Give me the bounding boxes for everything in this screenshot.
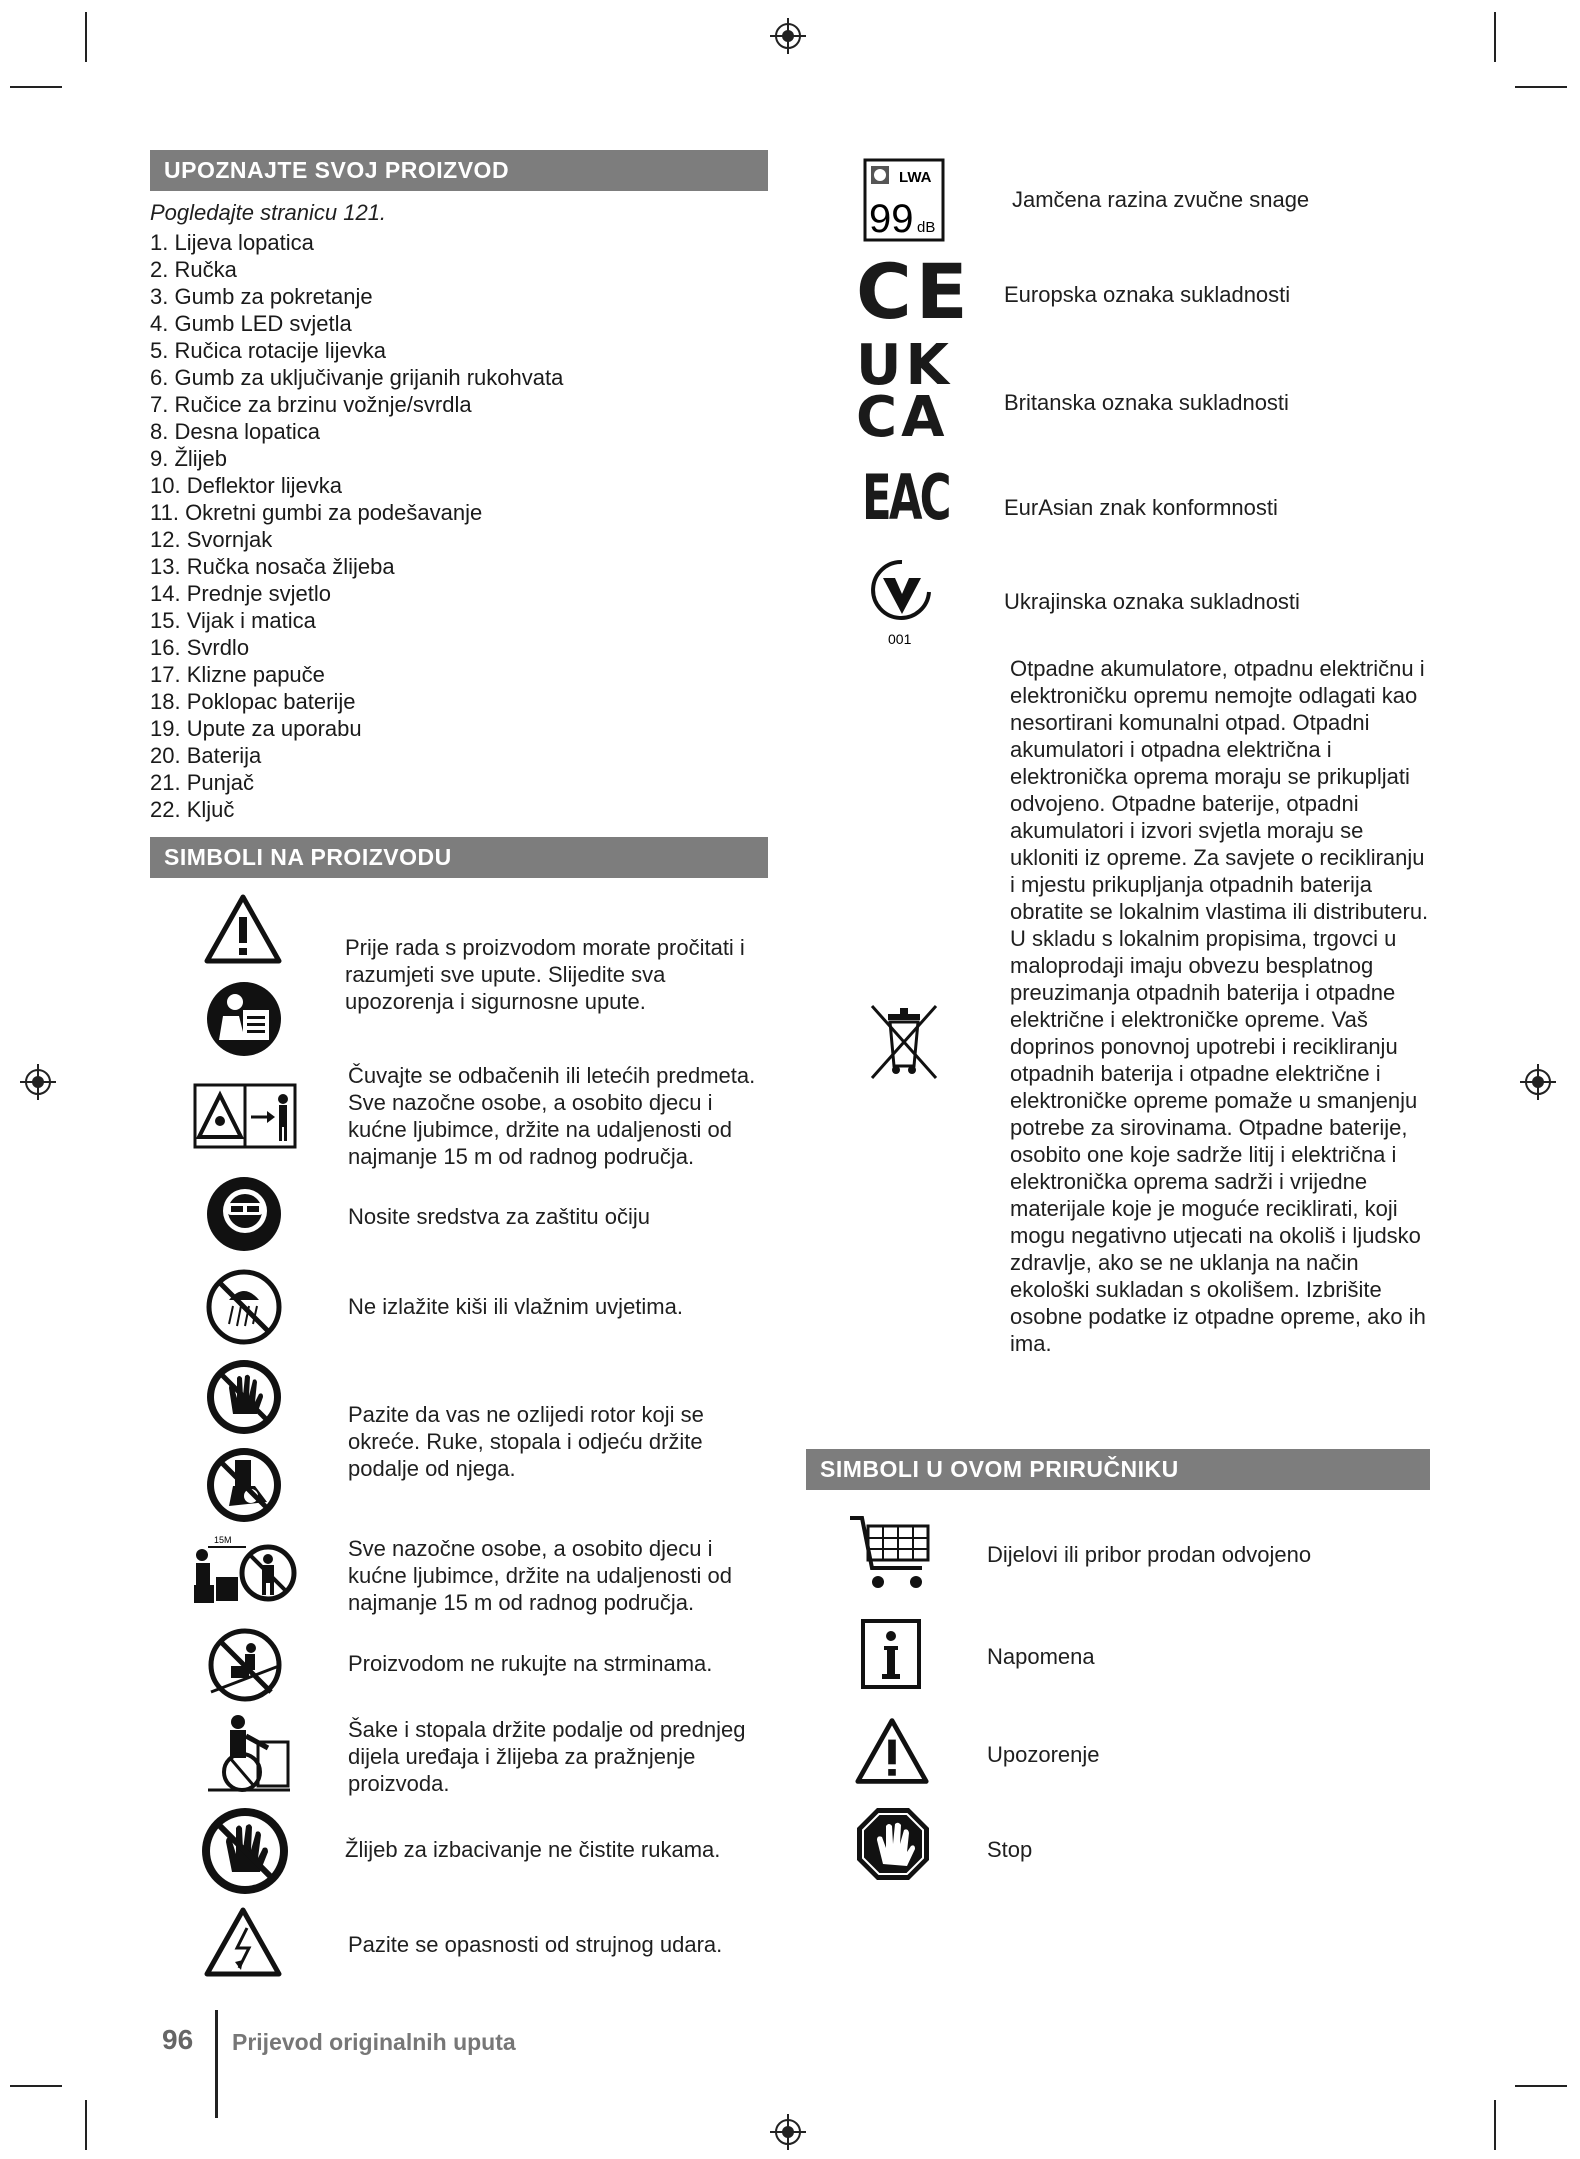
read-manual-icon (205, 980, 283, 1058)
eye-protection-icon (205, 1175, 283, 1253)
list-item: 9. Žlijeb (150, 446, 228, 471)
eac-text: EurAsian znak konformnosti (1004, 495, 1278, 520)
list-item: 21. Punjač (150, 770, 254, 795)
rotor-hand-icon (205, 1358, 283, 1436)
eye-protection-text: Nosite sredstva za zaštitu očiju (348, 1204, 651, 1229)
crop-mark (85, 12, 87, 62)
ce-mark-icon: CE (856, 247, 972, 336)
bystanders-text: Sve nazočne osobe, a osobito djecu i kućne ljubimce, držite na udaljenosti od najmanje 15 m od radnog područja. (348, 1536, 733, 1615)
cart-text: Dijelovi ili pribor prodan odvojeno (987, 1542, 1312, 1567)
lwa-unit: dB (917, 219, 936, 236)
symbols-product-header: SIMBOLI NA PROIZVODU (150, 837, 768, 878)
list-item: 10. Deflektor lijevka (150, 473, 342, 498)
distance-label: 15M (214, 1535, 232, 1545)
slopes-text: Proizvodom ne rukujte na strminama. (348, 1651, 713, 1676)
ua-code: 001 (888, 631, 912, 647)
stop-text: Stop (987, 1837, 1033, 1862)
list-item: 11. Okretni gumbi za podešavanje (150, 500, 483, 525)
rotor-foot-icon (205, 1446, 283, 1524)
ukca-mark-uk: UK (856, 333, 953, 398)
weee-text: Otpadne akumulatore, otpadnu električnu i elektroničku opremu nemojte odlagati kao nesortirani komunalni otpad. Otpadni akumulatori i otpadna električna i elektronička oprema moraju se prikupljati odvojeno. Otpadne baterije, otpadni akumulatori i izvori svjetla moraju se ukloniti iz opreme. Za savjete o recikliranju i mjestu prikupljanja otpadnih baterija obratite se lokalnim vlastima ili distributeru. U skladu s lokalnim propisima, trgovci u maloprodaji imaju obvezu besplatnog preuzimanja otpadnih baterija i otpadne električne i elektroničke opreme. Vaš doprinos ponovnoj upotrebi i recikliranju otpadnih baterija i otpadne električne i elektroničke opreme pomaže u smanjenju potrebe za sirovinama. Otpadne baterije, osobito one koje sadrže litij i električna i elektronička oprema sadrži i vrijedne materijale koje je moguće reciklirati, koji mogu negativno utjecati na okoliš i ljudsko zdravlje, ako se ne uklanja na način ekološki sukladan s okolišem. Izbrišite osobne podatke iz otpadne opreme, ako ih ima. (1010, 656, 1429, 1356)
footer-title: Prijevod originalnih uputa (232, 2029, 516, 2055)
list-item: 2. Ručka (150, 257, 237, 282)
list-item: 1. Lijeva lopatica (150, 230, 314, 255)
registration-mark-icon (18, 1062, 58, 1102)
warning-triangle-icon (203, 893, 283, 965)
crop-mark (10, 2085, 62, 2087)
crop-mark (85, 2100, 87, 2150)
no-rain-icon (205, 1268, 283, 1346)
thrown-objects-text: Čuvajte se odbačenih ili letećih predmeta. Sve nazočne osobe, a osobito djecu i kućne ljubimce, držite na udaljenosti od najmanje 15 m od radnog područja. (348, 1063, 756, 1169)
crop-mark (1515, 86, 1567, 88)
no-rain-text: Ne izlažite kiši ili vlažnim uvjetima. (348, 1294, 683, 1319)
page-number: 96 (162, 2024, 194, 2055)
electric-text: Pazite se opasnosti od strujnog udara. (348, 1932, 723, 1957)
shopping-cart-icon (848, 1512, 934, 1592)
list-item: 4. Gumb LED svjetla (150, 311, 352, 336)
list-item: 8. Desna lopatica (150, 419, 320, 444)
chute-hands-text: Žlijeb za izbacivanje ne čistite rukama. (345, 1837, 721, 1862)
list-item: 7. Ručice za brzinu vožnje/svrdla (150, 392, 472, 417)
crossed-bin-icon (866, 1000, 942, 1082)
footer-divider (215, 2010, 218, 2118)
list-item: 13. Ručka nosača žlijeba (150, 554, 395, 579)
list-item: 19. Upute za uporabu (150, 716, 362, 741)
no-slopes-icon (205, 1626, 285, 1704)
list-item: 3. Gumb za pokretanje (150, 284, 373, 309)
list-item: 15. Vijak i matica (150, 608, 316, 633)
warning-text: Upozorenje (987, 1742, 1100, 1767)
crop-mark (10, 86, 62, 88)
ua-text: Ukrajinska oznaka sukladnosti (1004, 589, 1300, 614)
lwa-value: 99 (869, 197, 914, 241)
stop-hand-icon (855, 1806, 931, 1882)
registration-mark-icon (768, 2112, 808, 2152)
list-item: 14. Prednje svjetlo (150, 581, 331, 606)
parts-list (150, 229, 563, 823)
info-icon (860, 1618, 922, 1690)
list-item: 6. Gumb za uključivanje grijanih rukohvata (150, 365, 564, 390)
thrown-objects-icon (193, 1083, 297, 1149)
list-item: 16. Svrdlo (150, 635, 250, 660)
bystanders-icon (190, 1533, 300, 1613)
crop-mark (1515, 2085, 1567, 2087)
crop-mark (1494, 12, 1496, 62)
list-item: 12. Svornjak (150, 527, 273, 552)
list-item: 18. Poklopac baterije (150, 689, 356, 714)
registration-mark-icon (1518, 1062, 1558, 1102)
registration-mark-icon (768, 16, 808, 56)
hands-feet-hazard-icon (198, 1712, 294, 1796)
ce-text: Europska oznaka sukladnosti (1004, 282, 1291, 307)
warning-icon (854, 1716, 930, 1786)
see-page-note: Pogledajte stranicu 121. (150, 200, 387, 225)
lwa-label: LWA (899, 169, 932, 186)
know-product-header: UPOZNAJTE SVOJ PROIZVOD (150, 150, 768, 191)
crop-mark (1494, 2100, 1496, 2150)
electric-hazard-icon (203, 1906, 283, 1978)
sound-power-icon (863, 158, 945, 242)
list-item: 22. Ključ (150, 797, 235, 822)
eac-mark-icon: EAC (862, 461, 949, 534)
ukca-mark-ca: CA (856, 385, 949, 450)
list-item: 20. Baterija (150, 743, 262, 768)
ukrainian-conformity-icon (869, 558, 935, 648)
list-item: 5. Ručica rotacije lijevka (150, 338, 386, 363)
ukca-text: Britanska oznaka sukladnosti (1004, 390, 1289, 415)
no-hands-chute-icon (200, 1806, 290, 1896)
rotor-text: Pazite da vas ne ozlijedi rotor koji se okreće. Ruke, stopala i odjeću držite podalje od njega. (348, 1402, 704, 1481)
hands-feet-text: Šake i stopala držite podalje od prednjeg dijela uređaja i žlijeba za pražnjenje proizvoda. (348, 1717, 746, 1796)
read-manual-text: Prije rada s proizvodom morate pročitati i razumjeti sve upute. Slijedite sva upozorenja i sigurnosne upute. (345, 935, 745, 1014)
symbols-manual-header: SIMBOLI U OVOM PRIRUČNIKU (806, 1449, 1430, 1490)
note-text: Napomena (987, 1644, 1095, 1669)
lwa-text: Jamčena razina zvučne snage (1012, 187, 1310, 212)
list-item: 17. Klizne papuče (150, 662, 325, 687)
